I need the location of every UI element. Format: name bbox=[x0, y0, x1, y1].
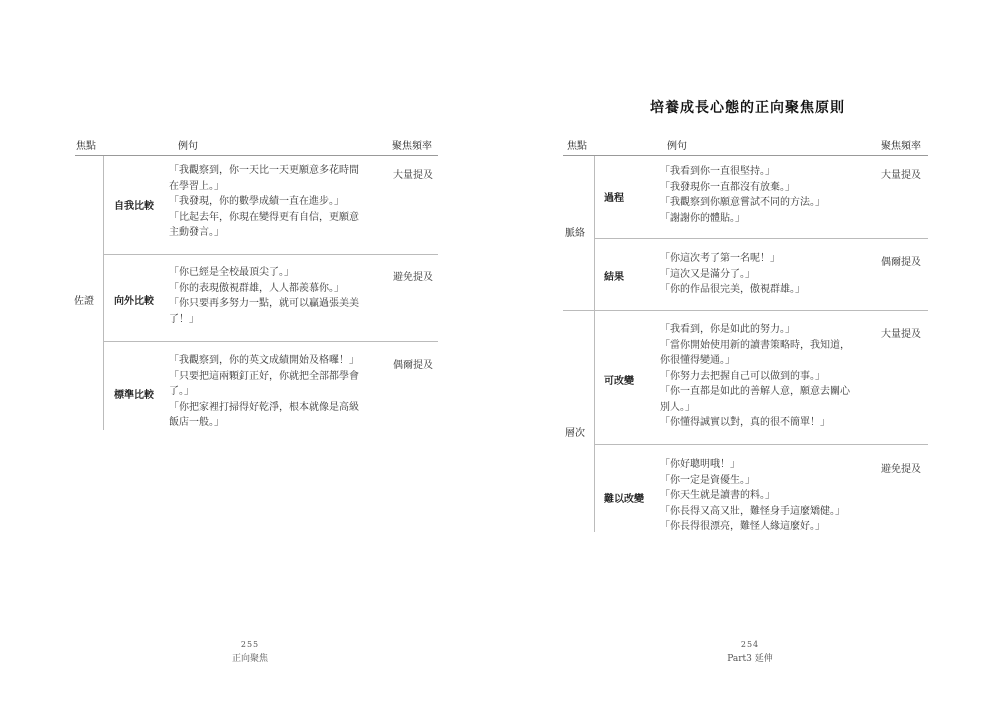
row-divider bbox=[104, 341, 438, 342]
header-example: 例句 bbox=[178, 141, 198, 152]
group-label: 過程 bbox=[604, 193, 624, 204]
example-sentences: 「我觀察到，你一天比一天更願意多花時間 在學習上。」 「我發現，你的數學成績一直在進步。」 「比起去年，你現在變得更有自信，更願意 主動發言。」 bbox=[169, 165, 359, 238]
example-sentences: 「我看到你一直很堅持。」 「我發現你一直都沒有放棄。」 「我觀察到你願意嘗試不同的方法。」 「謝謝你的體貼。」 bbox=[660, 166, 825, 224]
header-frequency: 聚焦頻率 bbox=[392, 141, 432, 152]
frequency-value: 偶爾提及 bbox=[393, 360, 433, 371]
group-label: 結果 bbox=[604, 272, 624, 283]
header-frequency: 聚焦頻率 bbox=[881, 141, 921, 152]
category-label: 佐證 bbox=[74, 296, 94, 307]
frequency-value: 大量提及 bbox=[881, 170, 921, 181]
header-rule bbox=[75, 155, 438, 156]
page-footer bbox=[190, 640, 310, 664]
frequency-value: 偶爾提及 bbox=[881, 257, 921, 268]
frequency-value: 大量提及 bbox=[393, 170, 433, 181]
example-sentences: 「我看到，你是如此的努力。」 「當你開始使用新的讀書策略時，我知道， 你很懂得變通。」 「你努力去把握自己可以做到的事。」 「你一直都是如此的善解人意，願意去關心 別人。」 「你懂得誠實以對，真的很不簡單！」 bbox=[660, 324, 850, 428]
group-label: 難以改變 bbox=[604, 494, 644, 505]
category-label: 脈絡 bbox=[565, 228, 585, 239]
header-focus: 焦點 bbox=[567, 141, 587, 152]
row-divider bbox=[595, 444, 928, 445]
page-number: 254 bbox=[740, 640, 760, 649]
frequency-value: 大量提及 bbox=[881, 329, 921, 340]
row-divider bbox=[595, 238, 928, 239]
row-divider bbox=[104, 254, 438, 255]
column-divider bbox=[594, 156, 595, 532]
page-footer bbox=[690, 640, 810, 664]
group-label: 標準比較 bbox=[114, 390, 154, 401]
group-label: 自我比較 bbox=[114, 201, 154, 212]
header-focus: 焦點 bbox=[76, 141, 96, 152]
right-page bbox=[500, 0, 1000, 709]
category-label: 層次 bbox=[565, 428, 585, 439]
frequency-value: 避免提及 bbox=[393, 272, 433, 283]
page-title: 培養成長心態的正向聚焦原則 bbox=[650, 100, 845, 116]
category-divider bbox=[563, 310, 928, 311]
example-sentences: 「你已經是全校最頂尖了。」 「你的表現傲視群雄，人人都羨慕你。」 「你只要再多努力一點，就可以贏過張美美 了！」 bbox=[169, 267, 359, 325]
page-number: 255 bbox=[240, 640, 260, 649]
example-sentences: 「我觀察到，你的英文成績開始及格囉！」 「只要把這兩顆釘正好，你就把全部都學會 了。」 「你把家裡打掃得好乾淨，根本就像是高級 飯店一般。」 bbox=[169, 355, 359, 428]
group-label: 可改變 bbox=[604, 376, 634, 387]
column-divider bbox=[103, 156, 104, 430]
example-sentences: 「你這次考了第一名呢！」 「這次又是滿分了。」 「你的作品很完美，傲視群雄。」 bbox=[660, 253, 805, 295]
header-example: 例句 bbox=[667, 141, 687, 152]
header-rule bbox=[563, 155, 928, 156]
running-head: 正向聚焦 bbox=[231, 654, 268, 664]
frequency-value: 避免提及 bbox=[881, 464, 921, 475]
example-sentences: 「你好聰明哦！」 「你一定是資優生。」 「你天生就是讀書的料。」 「你長得又高又壯，難怪身手這麼矯健。」 「你長得很漂亮，難怪人緣這麼好。」 bbox=[660, 459, 845, 532]
group-label: 向外比較 bbox=[114, 296, 154, 307]
running-head: Part3 延伸 bbox=[727, 654, 773, 664]
